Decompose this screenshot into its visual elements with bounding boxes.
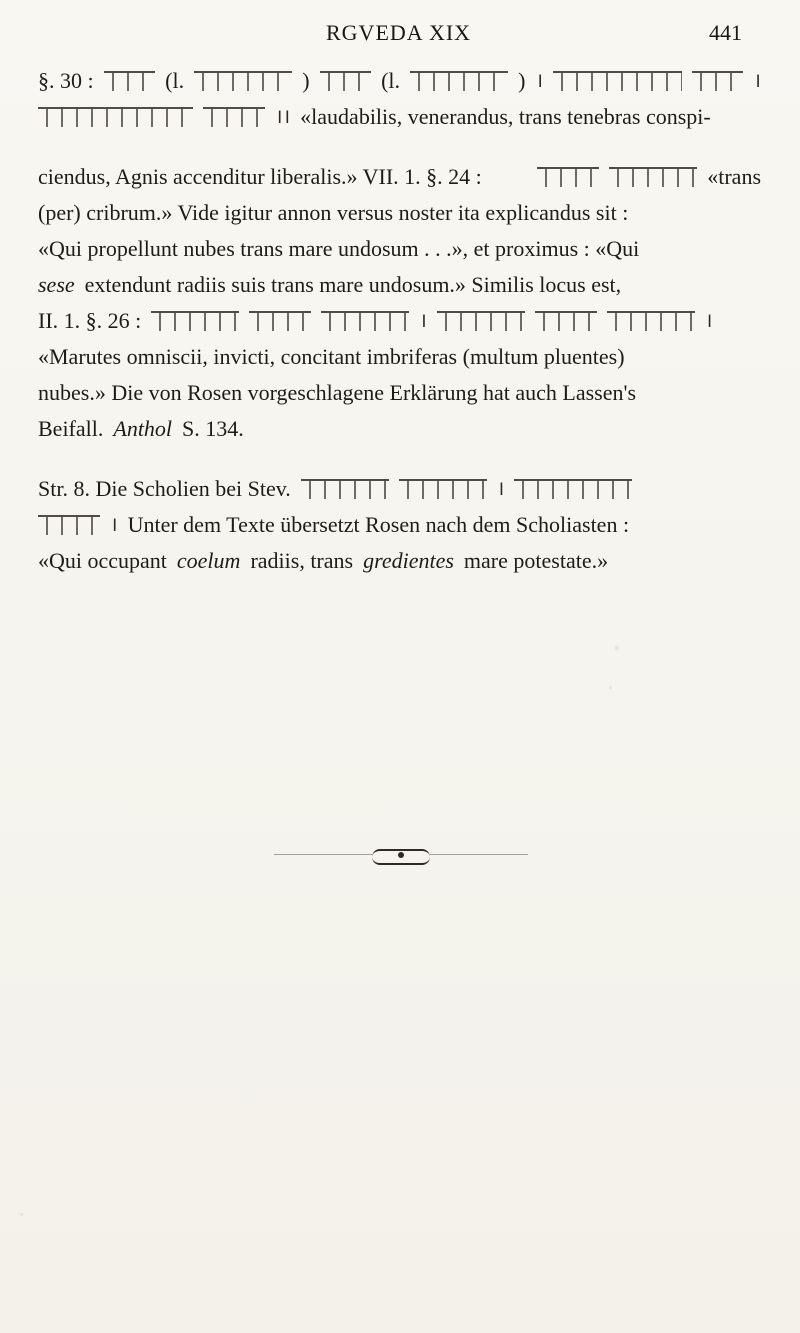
- body-text: [38, 63, 761, 579]
- danda-mark: ।: [535, 70, 544, 92]
- reference-close: ): [302, 68, 310, 93]
- text-line-7: [38, 303, 761, 339]
- text-line-2: [38, 99, 761, 135]
- danda-mark: ।: [704, 310, 713, 332]
- devanagari-word: [321, 311, 409, 331]
- ornament-dot: [398, 852, 404, 858]
- devanagari-word: [537, 167, 599, 187]
- quote-middle: radiis, trans: [250, 548, 354, 573]
- devanagari-word: [151, 311, 239, 331]
- latin-gloss: «laudabilis, venerandus, trans tenebras conspi-: [300, 104, 711, 129]
- latin-gloss: «trans: [707, 164, 761, 189]
- text-line-1: [38, 63, 761, 99]
- reference-close: ): [518, 68, 526, 93]
- line-gap: [38, 447, 761, 471]
- devanagari-word: [437, 311, 525, 331]
- devanagari-word: [38, 515, 100, 535]
- running-head: RGVEDA XIX: [326, 20, 472, 45]
- devanagari-word: [320, 71, 372, 91]
- devanagari-word: [607, 311, 695, 331]
- danda-mark: ।: [496, 478, 505, 500]
- reference-label: II. 1. §. 26 :: [38, 308, 142, 333]
- devanagari-word: [104, 71, 156, 91]
- german-note: nubes.» Die von Rosen vorgeschlagene Erklärung hat auch Lassen's: [38, 380, 637, 405]
- note-prefix: Beifall.: [38, 416, 104, 441]
- text-line-11: [38, 471, 761, 507]
- text-line-8: [38, 339, 761, 375]
- italic-word: gredientes: [363, 548, 454, 573]
- italic-word: sese: [38, 272, 75, 297]
- text-line-4: [38, 195, 761, 231]
- latin-gloss: (per) cribrum.» Vide igitur annon versus noster ita explicandus sit :: [38, 200, 629, 225]
- page-number: 441: [709, 20, 742, 45]
- devanagari-word: [249, 311, 311, 331]
- quote-suffix: mare potestate.»: [463, 548, 609, 573]
- devanagari-word: [203, 107, 265, 127]
- devanagari-word: [399, 479, 487, 499]
- text-line-3: [38, 159, 761, 195]
- devanagari-word: [609, 167, 697, 187]
- devanagari-word: [194, 71, 292, 91]
- devanagari-word: [553, 71, 682, 91]
- section-label: §. 30 :: [38, 68, 94, 93]
- german-note: Unter dem Texte übersetzt Rosen nach dem Scholiasten :: [127, 512, 630, 537]
- danda-mark: ।: [753, 70, 761, 92]
- paper-speck: [615, 646, 619, 650]
- danda-mark: ।: [419, 310, 427, 332]
- devanagari-word: [535, 311, 597, 331]
- latin-gloss: «Marutes omniscii, invicti, concitant imbriferas (multum pluentes): [38, 344, 625, 369]
- paper-speck: [20, 1213, 23, 1216]
- reference-open: (l.: [165, 68, 185, 93]
- text-line-12: [38, 507, 761, 543]
- text-line-13: [38, 543, 761, 579]
- text-line-10: [38, 411, 761, 447]
- text-line-6: [38, 267, 761, 303]
- note-prefix: Str. 8. Die Scholien bei Stev.: [38, 476, 291, 501]
- devanagari-word: [410, 71, 508, 91]
- devanagari-group: [537, 159, 761, 195]
- latin-gloss: extendunt radiis suis trans mare undosum.» Similis locus est,: [84, 272, 622, 297]
- devanagari-word: [38, 107, 193, 127]
- latin-gloss: «Qui propellunt nubes trans mare undosum . . .», et proximus : «Qui: [38, 236, 640, 261]
- devanagari-word: [301, 479, 389, 499]
- italic-word: coelum: [176, 548, 241, 573]
- devanagari-word: [514, 479, 632, 499]
- page-header: [0, 20, 800, 50]
- paper-speck: [609, 686, 612, 689]
- note-suffix: S. 134.: [182, 416, 244, 441]
- reference-open: (l.: [381, 68, 401, 93]
- text-line-5: [38, 231, 761, 267]
- devanagari-word: [692, 71, 744, 91]
- double-danda-mark: ।।: [275, 106, 291, 128]
- text-line-9: [38, 375, 761, 411]
- ornament-left-rule: [274, 854, 372, 855]
- quote-prefix: «Qui occupant: [38, 548, 167, 573]
- latin-gloss: ciendus, Agnis accenditur liberalis.» VII. 1. §. 24 :: [38, 164, 482, 189]
- danda-mark: ।: [110, 514, 118, 536]
- section-ornament: [274, 848, 528, 862]
- ornament-right-rule: [430, 854, 528, 855]
- italic-title: Anthol: [113, 416, 173, 441]
- line-gap: [38, 135, 761, 159]
